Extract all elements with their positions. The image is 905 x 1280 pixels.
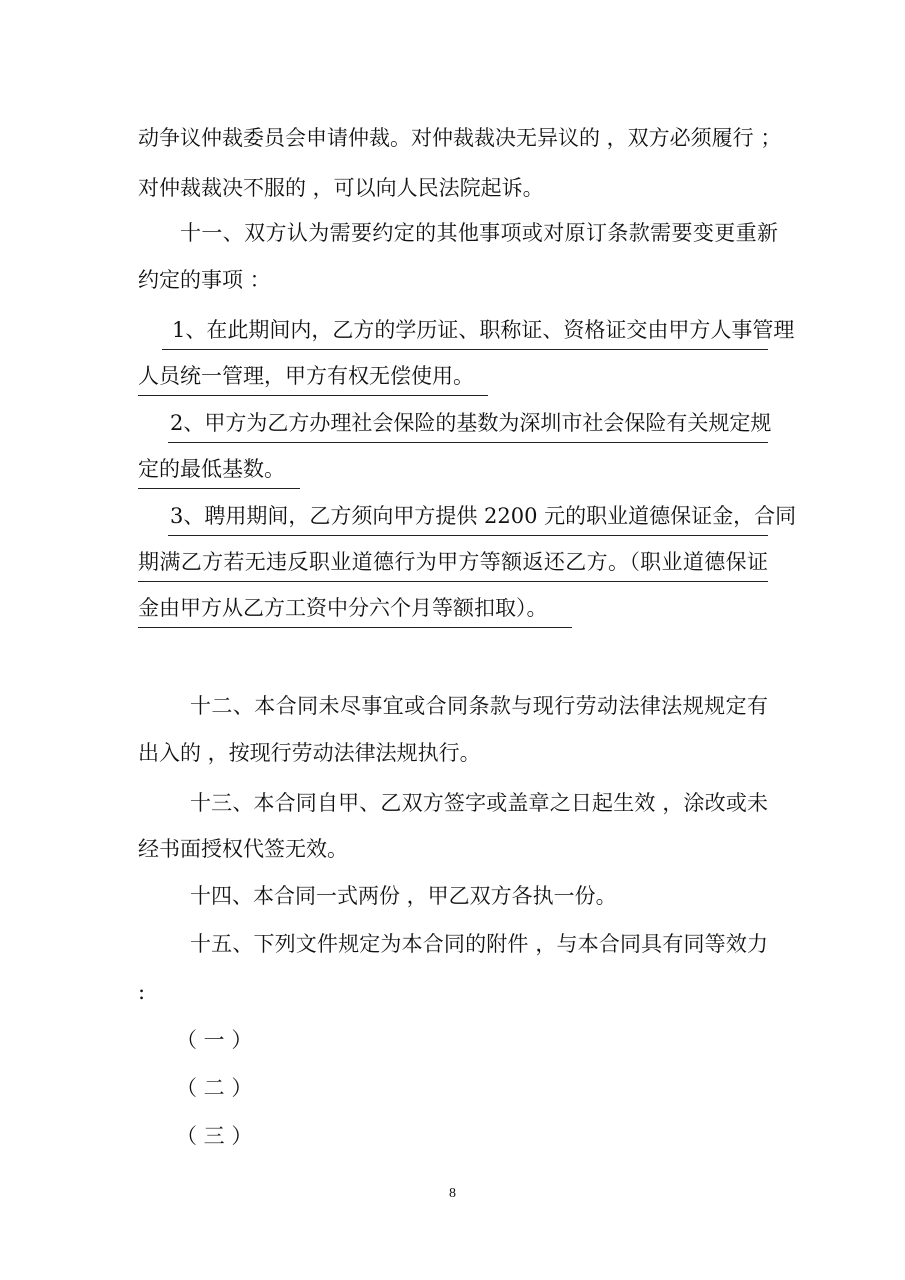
clause-11-item-3-line-1: 3、聘用期间，乙方须向甲方提供 2200 元的职业道德保证金，合同 (170, 504, 797, 528)
clause-13-line-1: 十三、本合同自甲、乙双方签字或盖章之日起生效 ，涂改或未 (190, 791, 768, 815)
attachment-item: （ 一 ） (176, 1028, 253, 1052)
clause-12-line-1: 十二、本合同未尽事宜或合同条款与现行劳动法律法规规定有 (190, 694, 768, 718)
clause-11-item-1-line-1: 1、在此期间内，乙方的学历证、职称证、资格证交由甲方人事管理 (172, 318, 795, 342)
clause-13-line-2: 经书面授权代签无效。 (138, 837, 348, 861)
attachment-item: （ 三 ） (176, 1124, 253, 1148)
underline (162, 349, 768, 350)
underline (138, 627, 572, 628)
clause-11-item-3-line-3: 金由甲方从乙方工资中分六个月等额扣取）。 (138, 596, 548, 620)
underline (138, 395, 488, 396)
clause-11-item-3-line-2: 期满乙方若无违反职业道德行为甲方等额返还乙方。（职业道德保证 (138, 550, 768, 574)
clause-11-line-2: 约定的事项 ： (138, 268, 271, 292)
clause-10-line-2: 对仲裁裁决不服的 ，可以向人民法院起诉。 (138, 176, 544, 200)
underline (138, 581, 768, 582)
underline (168, 535, 768, 536)
page-number: 8 (449, 1186, 456, 1201)
clause-15-line-2: : (138, 980, 146, 1004)
underline (168, 442, 768, 443)
underline (138, 488, 300, 489)
clause-12-line-2: 出入的 ，按现行劳动法律法规执行。 (138, 741, 481, 765)
clause-11-item-2-line-2: 定的最低基数。 (138, 457, 285, 481)
clause-11-item-1-line-2: 人员统一管理，甲方有权无偿使用。 (138, 364, 474, 388)
clause-10-line-1: 动争议仲裁委员会申请仲裁。对仲裁裁决无异议的 ，双方必须履行 ； (138, 126, 782, 150)
attachment-item: （ 二 ） (176, 1076, 253, 1100)
clause-11-line-1: 十一、双方认为需要约定的其他事项或对原订条款需要变更重新 (180, 221, 778, 245)
clause-15-line-1: 十五、下列文件规定为本合同的附件 ，与本合同具有同等效力 (190, 932, 768, 956)
clause-11-item-2-line-1: 2、甲方为乙方办理社会保险的基数为深圳市社会保险有关规定规 (170, 411, 772, 435)
clause-14: 十四、本合同一式两份 ，甲乙双方各执一份。 (190, 884, 617, 908)
